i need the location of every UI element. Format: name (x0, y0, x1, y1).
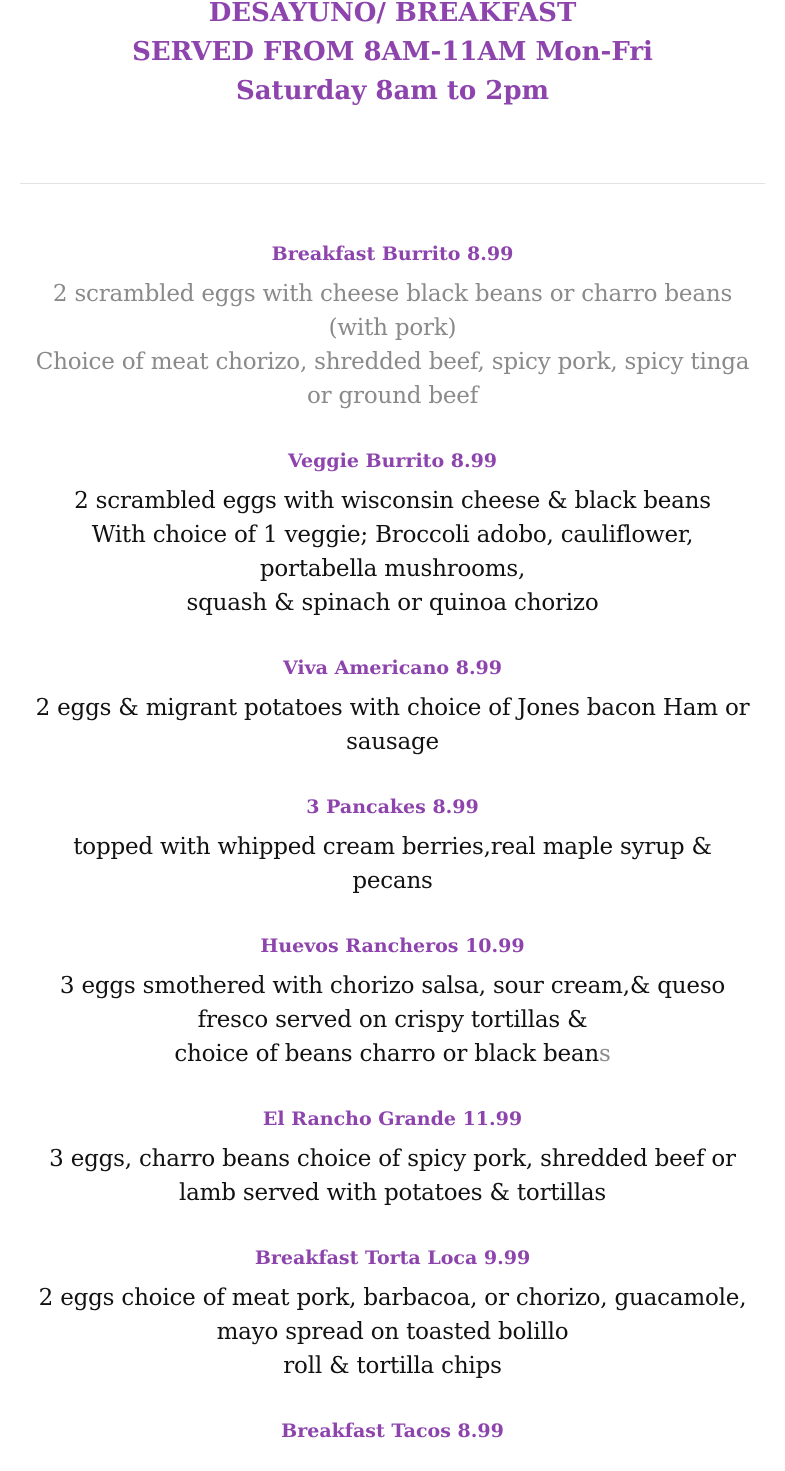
menu-item-title: Huevos Rancheros 10.99 (260, 935, 525, 957)
description-line-text: choice of beans charro or black bean (174, 1041, 600, 1067)
menu-item-description (20, 691, 765, 759)
menu-items (20, 240, 765, 1471)
menu-item-description (20, 277, 765, 413)
description-line-faded-text: s (599, 1041, 611, 1067)
description-line: or ground beef (306, 383, 479, 409)
description-line: With choice of 1 veggie; Broccoli adobo, cauliflower, (91, 522, 694, 548)
menu-item-el-rancho-grande (20, 1105, 765, 1210)
description-line: 2 scrambled eggs with wisconsin cheese & black beans (74, 488, 711, 514)
menu-item-description (20, 830, 765, 898)
menu-item-title: Breakfast Burrito 8.99 (271, 243, 514, 265)
description-line: topped with whipped cream berries,real maple syrup & (73, 834, 712, 860)
description-line: mayo spread on toasted bolillo (216, 1319, 569, 1345)
description-line: portabella mushrooms, (259, 556, 526, 582)
description-line: Choice of meat chorizo, shredded beef, spicy pork, spicy tinga (35, 349, 750, 375)
description-line: (with pork) (328, 315, 457, 341)
description-line: sausage (346, 729, 439, 755)
description-line: 2 eggs & migrant potatoes with choice of Jones bacon Ham or (35, 695, 750, 721)
description-line (20, 1037, 765, 1071)
menu-section-title: DESAYUNO/ BREAKFAST (208, 0, 577, 28)
menu-item-huevos-rancheros (20, 932, 765, 1071)
menu-header (0, 0, 785, 111)
menu-item-viva-americano (20, 654, 765, 759)
menu-item-breakfast-burrito (20, 240, 765, 413)
menu-item-description (20, 484, 765, 620)
menu-item-title: 3 Pancakes 8.99 (306, 796, 479, 818)
description-line: 2 scrambled eggs with cheese black beans or charro beans (52, 281, 733, 307)
menu-item-title: El Rancho Grande 11.99 (262, 1108, 523, 1130)
description-line: roll & tortilla chips (283, 1353, 502, 1379)
menu-item-description (20, 1281, 765, 1383)
header-divider (20, 183, 765, 184)
description-line: squash & spinach or quinoa chorizo (186, 590, 599, 616)
description-line: fresco served on crispy tortillas & (197, 1007, 588, 1033)
menu-item-breakfast-torta-loca (20, 1244, 765, 1383)
menu-item-title: Viva Americano 8.99 (282, 657, 502, 679)
description-line: 2 eggs choice of meat pork, barbacoa, or chorizo, guacamole, (38, 1285, 747, 1311)
description-line: 3 eggs, charro beans choice of spicy pork, shredded beef or (49, 1146, 736, 1172)
saturday-hours: Saturday 8am to 2pm (235, 76, 550, 106)
description-line: 3 eggs smothered with chorizo salsa, sour cream,& queso (59, 973, 726, 999)
menu-item-pancakes (20, 793, 765, 898)
menu-item-title: Breakfast Tacos 8.99 (281, 1420, 504, 1442)
description-line: lamb served with potatoes & tortillas (178, 1180, 606, 1206)
description-line: pecans (352, 868, 433, 894)
menu-item-breakfast-tacos (20, 1417, 765, 1445)
menu-item-title: Breakfast Torta Loca 9.99 (254, 1247, 531, 1269)
menu-item-title: Veggie Burrito 8.99 (287, 450, 498, 472)
menu-item-description (20, 969, 765, 1071)
menu-item-veggie-burrito (20, 447, 765, 620)
menu-item-description (20, 1142, 765, 1210)
weekday-hours: SERVED FROM 8AM-11AM Mon-Fri (132, 37, 653, 67)
